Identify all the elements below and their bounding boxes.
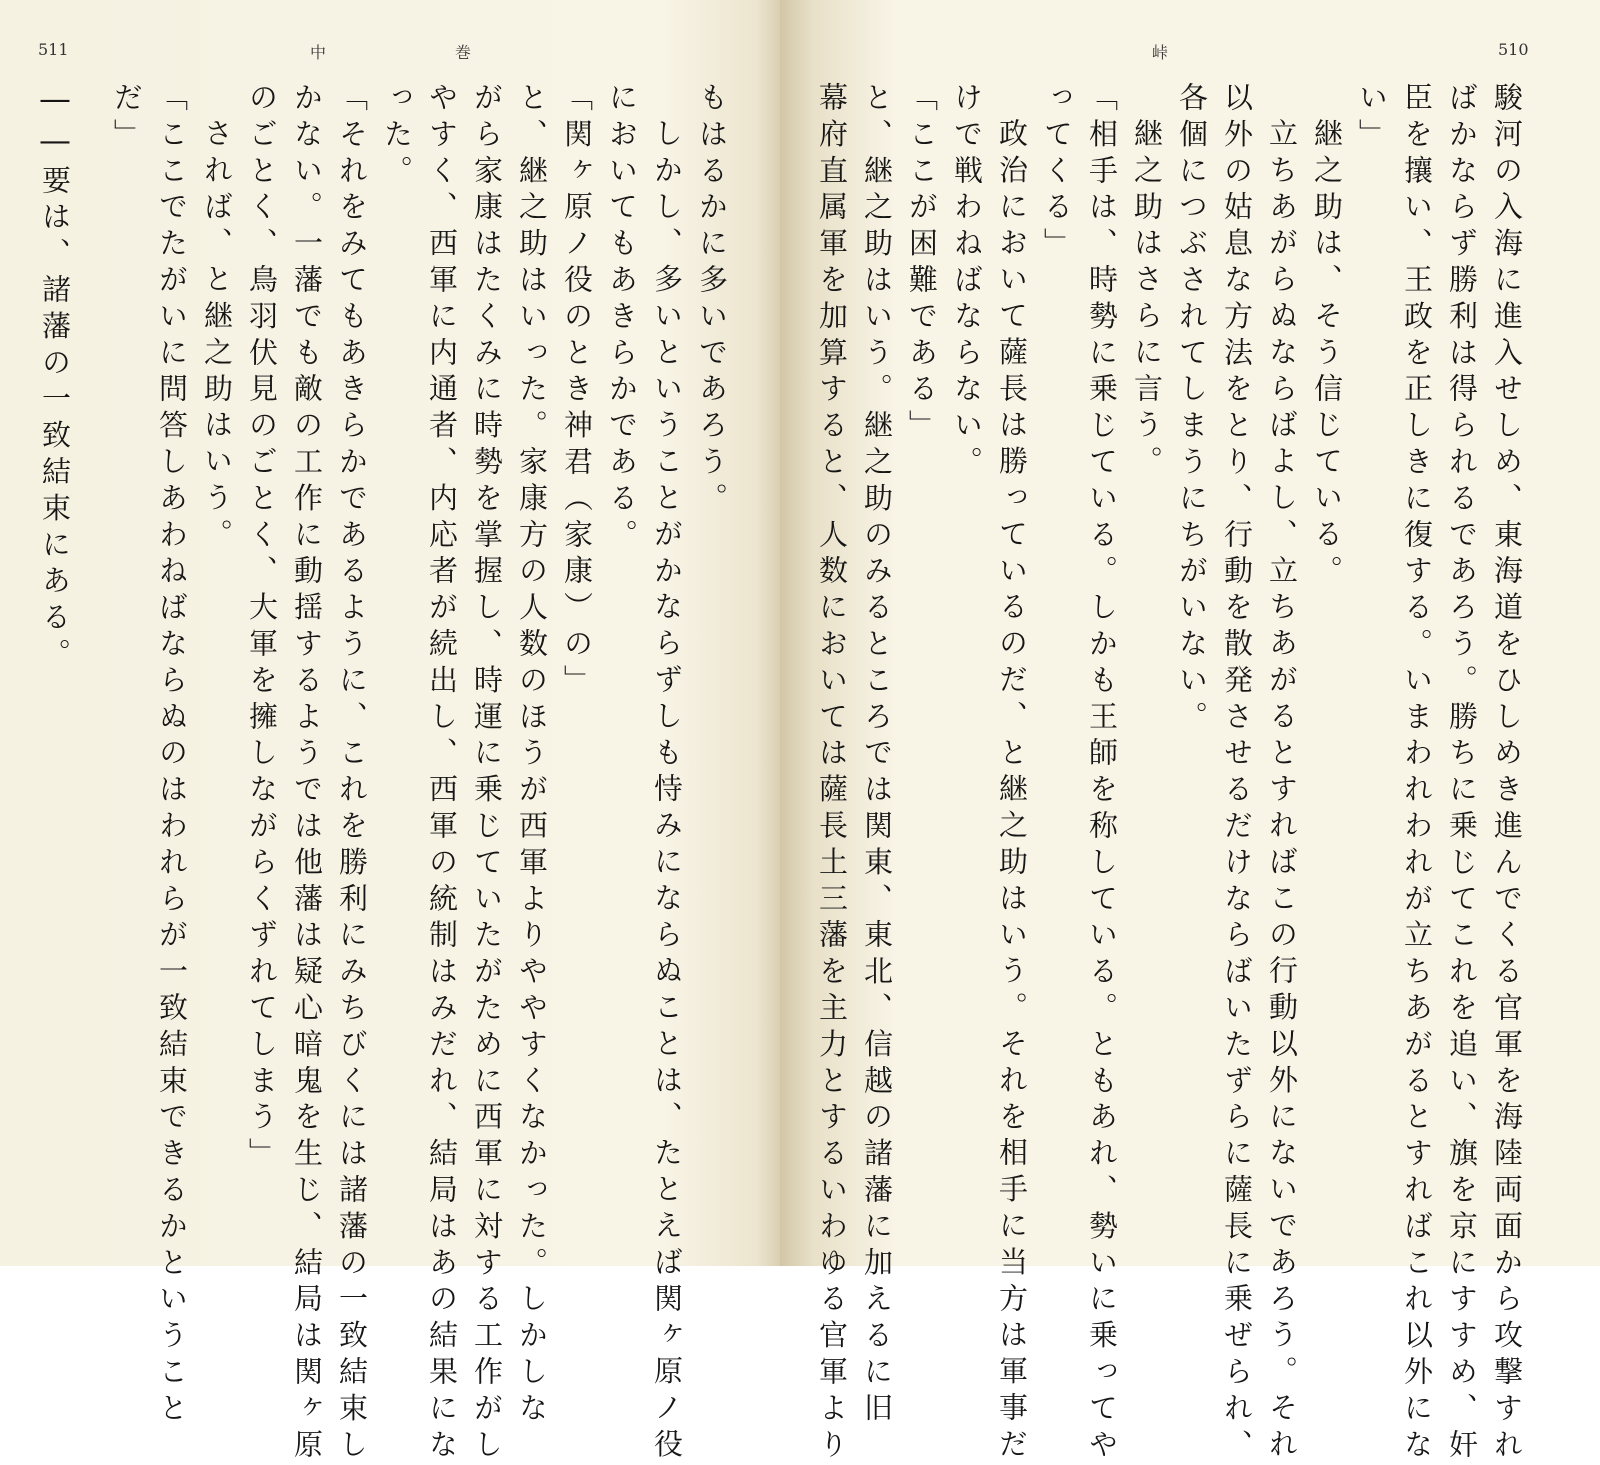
left-page-number: 511	[38, 40, 69, 59]
text-line: かない。一藩でも敵の工作に動揺するようでは他藩は疑心暗鬼を生じ、結局は関ヶ原	[290, 82, 324, 1465]
text-line: 幕府直属軍を加算すると、人数においては薩長土三藩を主力とするいわゆる官軍より	[815, 82, 849, 1465]
text-line: しかし、多いということがかならずしも恃みにならぬことは、たとえば関ヶ原ノ役	[650, 118, 684, 1465]
text-line: やすく、西軍に内通者、内応者が続出し、西軍の統制はみだれ、結局はあの結果にな	[425, 82, 459, 1465]
text-line: った。	[380, 82, 414, 192]
text-line: 臣を攘い、王政を正しきに復する。いまわれわれが立ちあがるとすればこれ以外にな	[1400, 82, 1434, 1465]
text-line: 「関ヶ原ノ役のとき神君（家康）の」	[560, 82, 594, 701]
text-line: だ」	[110, 82, 144, 155]
left-running-head-2: 巻	[455, 43, 472, 62]
text-line: 「相手は、時勢に乗じている。しかも王師を称している。ともあれ、勢いに乗ってや	[1085, 82, 1119, 1465]
text-line: 「それをみてもあきらかであるように、これを勝利にみちびくには諸藩の一致結束し	[335, 82, 369, 1465]
text-line: ――要は、諸藩の一致結束にある。	[38, 82, 72, 675]
right-running-head: 峠	[1152, 43, 1169, 62]
text-line: 継之助はさらに言う。	[1130, 118, 1164, 482]
text-line: と、継之助はいった。家康方の人数のほうが西軍よりややすくなかった。しかしな	[515, 82, 549, 1429]
text-line: 各個につぶされてしまうにちがいない。	[1175, 82, 1209, 738]
text-line: 立ちあがらぬならばよし、立ちあがるとすればこの行動以外にないであろう。それ	[1265, 118, 1299, 1465]
text-line: もはるかに多いであろう。	[695, 82, 729, 519]
text-line: 以外の姑息な方法をとり、行動を散発させるだけならばいたずらに薩長に乗ぜられ、	[1220, 82, 1254, 1465]
text-line: 駿河の入海に進入せしめ、東海道をひしめき進んでくる官軍を海陸両面から攻撃すれ	[1490, 82, 1524, 1465]
text-line: ってくる」	[1040, 82, 1074, 264]
right-page-number: 510	[1498, 40, 1529, 59]
text-line: 継之助は、そう信じている。	[1310, 118, 1344, 592]
text-line: がら家康はたくみに時勢を掌握し、時運に乗じていたがために西軍に対する工作がし	[470, 82, 504, 1465]
text-line: のごとく、鳥羽伏見のごとく、大軍を擁しながらくずれてしまう」	[245, 82, 279, 1174]
left-running-head-1: 中	[310, 43, 327, 62]
text-line: 政治において薩長は勝っているのだ、と継之助はいう。それを相手に当方は軍事だ	[995, 118, 1029, 1465]
text-line: されば、と継之助はいう。	[200, 118, 234, 555]
left-page	[0, 0, 780, 1465]
text-line: 「ここでたがいに問答しあわねばならぬのはわれらが一致結束できるかということ	[155, 82, 189, 1429]
text-line: けで戦わねばならない。	[950, 82, 984, 483]
text-line: 「ここが困難である」	[905, 82, 939, 446]
text-line: い」	[1355, 82, 1389, 155]
right-page	[780, 0, 1600, 1465]
text-line: と、継之助はいう。継之助のみるところでは関東、東北、信越の諸藩に加えるに旧	[860, 82, 894, 1429]
text-line: ばかならず勝利は得られるであろう。勝ちに乗じてこれを追い、旗を京にすすめ、奸	[1445, 82, 1479, 1465]
text-line: においてもあきらかである。	[605, 82, 639, 556]
